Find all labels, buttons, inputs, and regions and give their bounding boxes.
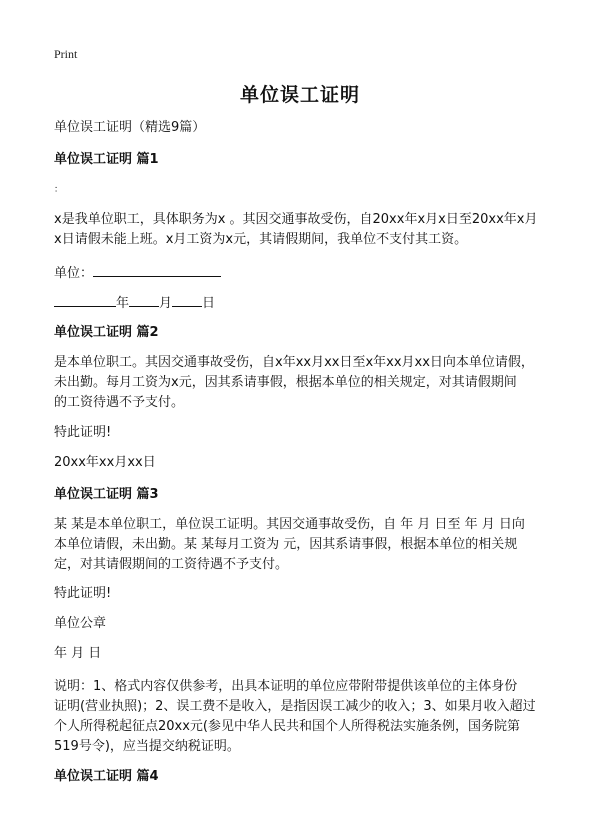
month-label: 月 — [159, 296, 173, 311]
year-blank-line — [54, 292, 116, 307]
print-label[interactable]: Print — [54, 47, 78, 61]
day-label: 日 — [202, 296, 216, 311]
day-blank-line — [172, 292, 202, 307]
section-1-mark: ： — [54, 185, 64, 195]
section-4-heading: 单位误工证明 篇4 — [54, 769, 159, 784]
unit-signature-row — [54, 262, 552, 284]
section-3-special-statement: 特此证明! — [54, 586, 112, 601]
section-3-note-line-2: 证明(营业执照)；2、误工费不是收入，是指因误工减少的收入；3、如果月收入超过 — [54, 699, 536, 714]
month-blank-line — [129, 292, 159, 307]
document-title: 单位误工证明 — [239, 84, 360, 106]
section-2-special-statement: 特此证明! — [54, 425, 112, 440]
section-2-paragraph-line-3: 的工资待遇不予支付。 — [54, 395, 185, 410]
date-blank-row — [54, 292, 552, 314]
section-3-paragraph-line-3: 定，对其请假期间的工资待遇不予支付。 — [54, 557, 289, 572]
section-3-paragraph-line-1: 某 某是本单位职工，单位误工证明。其因交通事故受伤，自 年 月 日至 年 月 日向 — [54, 517, 525, 532]
section-1-paragraph-line-2: x日请假未能上班。x月工资为x元，其请假期间，我单位不支付其工资。 — [54, 232, 468, 247]
section-2-paragraph-line-2: 未出勤。每月工资为x元，因其系请事假，根据本单位的相关规定，对其请假期间 — [54, 375, 517, 390]
section-3-date: 年 月 日 — [54, 646, 102, 661]
section-3-heading: 单位误工证明 篇3 — [54, 487, 159, 502]
section-3-paragraph-line-2: 本单位请假，未出勤。某 某每月工资为 元，因其系请事假，根据本单位的相关规 — [54, 537, 518, 552]
unit-blank-line — [93, 262, 221, 277]
section-2-date: 20xx年xx月xx日 — [54, 455, 156, 470]
year-label: 年 — [116, 296, 130, 311]
section-3-seal-label: 单位公章 — [54, 616, 107, 631]
document-subtitle: 单位误工证明（精选9篇） — [54, 120, 206, 135]
section-1-heading: 单位误工证明 篇1 — [54, 152, 159, 167]
section-2-heading: 单位误工证明 篇2 — [54, 325, 159, 340]
section-3-note-line-4: 519号令)，应当提交纳税证明。 — [54, 739, 240, 754]
section-2-paragraph-line-1: 是本单位职工。其因交通事故受伤，自x年xx月xx日至x年xx月xx日向本单位请假， — [54, 355, 534, 370]
unit-label: 单位： — [54, 266, 94, 281]
section-1-paragraph-line-1: x是我单位职工，具体职务为x 。其因交通事故受伤，自20xx年x月x日至20xx年x月 — [54, 212, 538, 227]
section-3-note-line-1: 说明：1、格式内容仅供参考，出具本证明的单位应带附带提供该单位的主体身份 — [54, 679, 518, 694]
section-3-note-line-3: 个人所得税起征点20xx元(参见中华人民共和国个人所得税法实施条例，国务院第 — [54, 719, 521, 734]
